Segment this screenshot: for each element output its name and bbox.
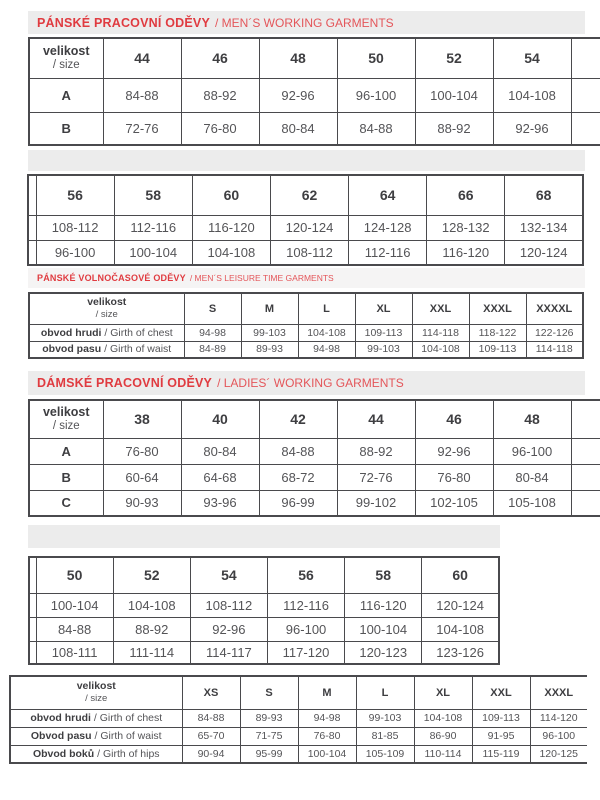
size-col-header: L: [298, 293, 355, 324]
row-label-english: / Girth of waist: [104, 343, 172, 356]
row-label: [29, 341, 184, 358]
size-col-header: 62: [270, 175, 348, 215]
size-col-header: 44: [337, 400, 415, 438]
table-ladies-working-sizes-50-60: [28, 556, 500, 670]
size-col-header-cutoff: [29, 557, 36, 593]
section-title-czech: PÁNSKÉ VOLNOČASOVÉ ODĚVY: [37, 273, 186, 283]
size-col-header: 54: [493, 38, 571, 78]
size-col-header: 50: [36, 557, 113, 593]
table-row: [29, 617, 499, 641]
row-label-english: / Girth of waist: [94, 730, 162, 742]
section-title-english: / LADIES´ WORKING GARMENTS: [217, 376, 404, 390]
table-ladies-letter-sizes: [9, 675, 587, 768]
size-col-header: 66: [427, 175, 505, 215]
size-col-header: 56: [36, 175, 114, 215]
row-label-english: / Girth of chest: [104, 326, 173, 339]
table-row: [28, 240, 583, 265]
size-value: 115-119: [472, 745, 530, 763]
size-value: 99-103: [356, 709, 414, 727]
row-label: C: [29, 490, 103, 516]
size-value: 94-98: [298, 341, 355, 358]
size-value: 120-124: [505, 240, 583, 265]
size-label-english: / size: [85, 693, 108, 705]
size-value: 86-90: [414, 727, 472, 745]
size-value: 105-109: [356, 745, 414, 763]
size-value: 110-114: [414, 745, 472, 763]
size-value: 92-96: [493, 112, 571, 145]
size-value-cutoff: [29, 617, 36, 641]
table-header-row: [10, 676, 587, 709]
size-value: 122-126: [526, 324, 583, 341]
section-header-mens-working: [28, 11, 585, 34]
size-value: 72-76: [103, 112, 181, 145]
size-col-header: M: [241, 293, 298, 324]
size-value: 108-112: [190, 593, 267, 617]
size-value: 92-96: [190, 617, 267, 641]
row-label: A: [29, 78, 103, 112]
size-value: 108-112: [270, 240, 348, 265]
size-value: 90-93: [103, 490, 181, 516]
size-value: 100-104: [114, 240, 192, 265]
size-label-cell: [10, 676, 182, 709]
size-col-header: M: [298, 676, 356, 709]
size-col-header: 56: [267, 557, 344, 593]
size-value: 112-116: [349, 240, 427, 265]
size-col-header: 58: [114, 175, 192, 215]
size-value: 117-120: [267, 641, 344, 664]
size-col-header: 42: [259, 400, 337, 438]
size-value: 132-134: [505, 215, 583, 240]
size-col-header: 38: [103, 400, 181, 438]
size-col-header: 52: [113, 557, 190, 593]
table-row: [10, 709, 587, 727]
size-value: 108-111: [36, 641, 113, 664]
size-col-header: 60: [192, 175, 270, 215]
size-col-header: L: [356, 676, 414, 709]
size-value: 92-96: [259, 78, 337, 112]
size-value-cutoff: [29, 641, 36, 664]
section-header-ladies-working: [28, 371, 585, 395]
size-col-header-cutoff: [571, 38, 600, 78]
size-col-header: S: [240, 676, 298, 709]
size-value: 84-88: [259, 438, 337, 464]
size-label-cell: [29, 400, 103, 438]
size-col-header: 48: [259, 38, 337, 78]
size-value: 72-76: [337, 464, 415, 490]
size-value: 64-68: [181, 464, 259, 490]
table-row: [29, 438, 600, 464]
size-label-cell: [29, 293, 184, 324]
size-value: 120-124: [422, 593, 499, 617]
size-value: 96-100: [530, 727, 587, 745]
size-value: 112-116: [267, 593, 344, 617]
size-value: 111-114: [113, 641, 190, 664]
size-col-header: 52: [415, 38, 493, 78]
row-label-english: / Girth of hips: [97, 747, 160, 760]
size-value: 116-120: [192, 215, 270, 240]
size-value: 84-88: [103, 78, 181, 112]
size-value: 89-93: [240, 709, 298, 727]
size-value: 76-80: [415, 464, 493, 490]
table-header-row: [29, 293, 583, 324]
size-col-header: 68: [505, 175, 583, 215]
table-ladies-working-sizes-38-48: [28, 399, 600, 519]
size-col-header: 54: [190, 557, 267, 593]
size-value: 120-124: [270, 215, 348, 240]
section-title-english: / MEN´S LEISURE TIME GARMENTS: [189, 273, 334, 283]
size-value: 71-75: [240, 727, 298, 745]
size-value-cutoff: [571, 438, 600, 464]
table-mens-working-sizes-56-68: [27, 174, 584, 270]
size-col-header: XL: [414, 676, 472, 709]
row-label: [10, 727, 182, 745]
size-col-header-cutoff: [28, 175, 36, 215]
row-label: B: [29, 464, 103, 490]
size-value: 68-72: [259, 464, 337, 490]
size-value: 84-88: [36, 617, 113, 641]
size-value: 76-80: [298, 727, 356, 745]
size-value: 76-80: [103, 438, 181, 464]
size-value: 93-96: [181, 490, 259, 516]
section-header-mens-leisure: [28, 268, 585, 288]
size-value: 94-98: [184, 324, 241, 341]
size-value-cutoff: [571, 112, 600, 145]
size-value: 84-89: [184, 341, 241, 358]
size-value-cutoff: [28, 215, 36, 240]
size-value: 120-123: [345, 641, 422, 664]
size-col-header: 44: [103, 38, 181, 78]
size-value: 95-99: [240, 745, 298, 763]
size-value: 65-70: [182, 727, 240, 745]
table-header-row: [28, 175, 583, 215]
size-value: 100-104: [36, 593, 113, 617]
section-title-czech: PÁNSKÉ PRACOVNÍ ODĚVY: [37, 15, 210, 30]
size-value: 114-117: [190, 641, 267, 664]
size-value: 104-108: [298, 324, 355, 341]
size-label-cell: [29, 38, 103, 78]
size-col-header: 58: [345, 557, 422, 593]
table-header-row: [29, 400, 600, 438]
size-value: 104-108: [422, 617, 499, 641]
size-value-cutoff: [571, 78, 600, 112]
size-label-english: / size: [95, 309, 118, 321]
size-value: 60-64: [103, 464, 181, 490]
row-label-czech: Obvod pasu: [30, 730, 92, 742]
table-row: [29, 78, 600, 112]
size-value: 80-84: [259, 112, 337, 145]
table-row: [29, 464, 600, 490]
size-label-czech: velikost: [87, 296, 127, 309]
size-value: 92-96: [415, 438, 493, 464]
size-value: 114-118: [526, 341, 583, 358]
size-label-czech: velikost: [76, 680, 116, 693]
size-value: 109-113: [472, 709, 530, 727]
size-value: 124-128: [349, 215, 427, 240]
size-value: 94-98: [298, 709, 356, 727]
size-value: 123-126: [422, 641, 499, 664]
table-row: [29, 341, 583, 358]
size-value: 104-108: [113, 593, 190, 617]
table-header-row: [29, 557, 499, 593]
size-value: 80-84: [493, 464, 571, 490]
size-col-header: XXXL: [530, 676, 587, 709]
size-col-header: S: [184, 293, 241, 324]
size-col-header: 64: [349, 175, 427, 215]
size-col-header: XS: [182, 676, 240, 709]
size-value: 84-88: [337, 112, 415, 145]
section-separator: [28, 525, 500, 548]
size-value: 128-132: [427, 215, 505, 240]
size-value: 114-120: [530, 709, 587, 727]
size-value: 116-120: [345, 593, 422, 617]
size-value: 96-100: [493, 438, 571, 464]
size-value: 96-100: [36, 240, 114, 265]
size-value: 118-122: [469, 324, 526, 341]
table-row: [29, 324, 583, 341]
size-col-header: XXXL: [469, 293, 526, 324]
size-col-header: 48: [493, 400, 571, 438]
table-row: [28, 215, 583, 240]
table-row: [29, 490, 600, 516]
section-separator: [28, 150, 585, 171]
size-value: 99-102: [337, 490, 415, 516]
size-col-header: 40: [181, 400, 259, 438]
size-label-english: / size: [52, 58, 80, 71]
table-row: [10, 727, 587, 745]
size-value: 88-92: [337, 438, 415, 464]
size-value: 100-104: [415, 78, 493, 112]
size-value: 96-99: [259, 490, 337, 516]
size-value: 100-104: [298, 745, 356, 763]
size-col-header: 50: [337, 38, 415, 78]
section-title-english: / MEN´S WORKING GARMENTS: [214, 15, 394, 30]
size-value: 109-113: [355, 324, 412, 341]
size-value: 100-104: [345, 617, 422, 641]
size-value: 81-85: [356, 727, 414, 745]
table-row: [29, 112, 600, 145]
size-value-cutoff: [571, 490, 600, 516]
row-label: [10, 709, 182, 727]
size-value: 104-108: [493, 78, 571, 112]
size-label-english: / size: [52, 419, 80, 432]
size-value: 76-80: [181, 112, 259, 145]
row-label: B: [29, 112, 103, 145]
size-value: 91-95: [472, 727, 530, 745]
table-row: [10, 745, 587, 763]
size-col-header-cutoff: [571, 400, 600, 438]
size-value: 120-125: [530, 745, 587, 763]
table-mens-leisure-sizes: [28, 292, 584, 364]
size-value: 89-93: [241, 341, 298, 358]
section-title-czech: DÁMSKÉ PRACOVNÍ ODĚVY: [37, 376, 213, 390]
row-label-english: / Girth of chest: [93, 712, 163, 724]
size-col-header: XL: [355, 293, 412, 324]
size-value: 104-108: [414, 709, 472, 727]
row-label-czech: obvod hrudi: [30, 712, 91, 724]
table-header-row: [29, 38, 600, 78]
size-value-cutoff: [28, 240, 36, 265]
row-label-czech: Obvod boků: [32, 747, 95, 760]
row-label-czech: obvod hrudi: [40, 326, 102, 339]
size-value: 96-100: [337, 78, 415, 112]
size-value: 99-103: [241, 324, 298, 341]
size-value-cutoff: [571, 464, 600, 490]
row-label: A: [29, 438, 103, 464]
size-col-header: 46: [415, 400, 493, 438]
table-mens-working-sizes-44-54: [28, 37, 600, 150]
size-value: 96-100: [267, 617, 344, 641]
row-label: [10, 745, 182, 763]
size-col-header: 46: [181, 38, 259, 78]
size-value: 88-92: [415, 112, 493, 145]
size-value: 112-116: [114, 215, 192, 240]
size-value: 104-108: [192, 240, 270, 265]
size-value: 88-92: [181, 78, 259, 112]
size-col-header: 60: [422, 557, 499, 593]
size-value: 108-112: [36, 215, 114, 240]
size-value: 109-113: [469, 341, 526, 358]
size-col-header: XXL: [472, 676, 530, 709]
size-value: 90-94: [182, 745, 240, 763]
size-value: 114-118: [412, 324, 469, 341]
size-value: 116-120: [427, 240, 505, 265]
size-value: 105-108: [493, 490, 571, 516]
size-value: 88-92: [113, 617, 190, 641]
row-label-czech: obvod pasu: [42, 343, 102, 356]
size-label-czech: velikost: [42, 43, 90, 58]
size-value-cutoff: [29, 593, 36, 617]
size-label-czech: velikost: [42, 404, 90, 419]
size-value: 102-105: [415, 490, 493, 516]
size-col-header: XXL: [412, 293, 469, 324]
size-value: 80-84: [181, 438, 259, 464]
size-value: 84-88: [182, 709, 240, 727]
table-row: [29, 593, 499, 617]
row-label: [29, 324, 184, 341]
size-value: 104-108: [412, 341, 469, 358]
size-value: 99-103: [355, 341, 412, 358]
size-col-header: XXXXL: [526, 293, 583, 324]
table-row: [29, 641, 499, 664]
